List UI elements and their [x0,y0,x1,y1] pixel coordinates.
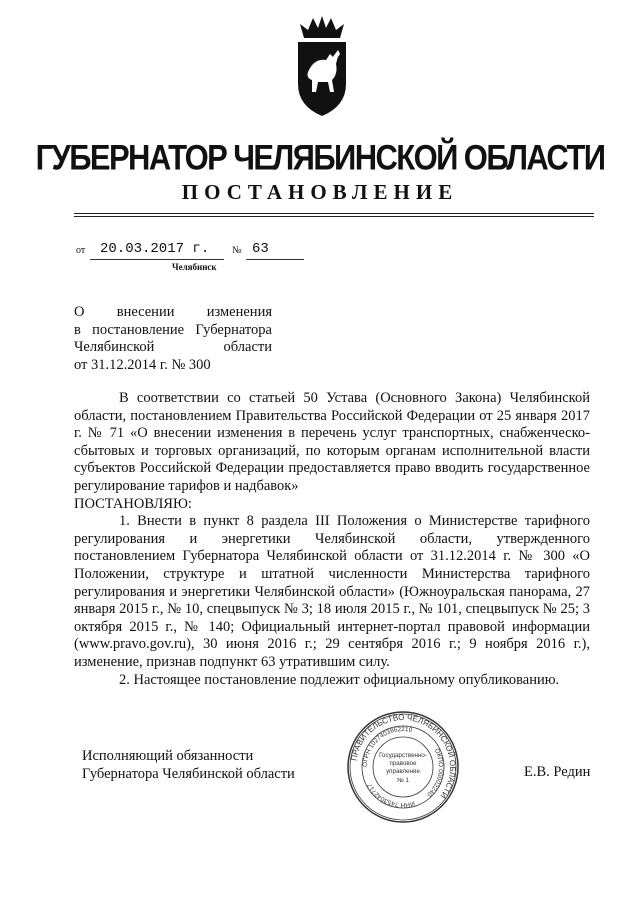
document-subject [74,304,272,374]
seal-center-line: правовое [389,760,417,767]
seal-center-line: Государственно- [379,752,427,759]
signatory-name: Е.В. Редин [524,764,591,780]
subject-line: Челябинской области [74,339,272,355]
seal-outer-text: ПРАВИТЕЛЬСТВО ЧЕЛЯБИНСКОЙ ОБЛАСТИ [349,712,458,800]
header-rule-second [74,216,594,217]
seal-okpo-text: ОКПО 00002240 [425,747,445,798]
city-label: Челябинск [172,262,217,272]
subject-line: в постановление Губернатора [74,321,272,338]
svg-text:ОКПО 00002240 [425,748,444,798]
subject-line: О внесении изменения [74,304,272,320]
coat-of-arms-icon [286,14,358,118]
document-body [74,390,590,689]
signatory-position [82,747,295,783]
date-label: от [76,245,86,256]
number-underline [246,259,304,260]
seal-center-line: управление [386,768,420,775]
document-type: ПОСТАНОВЛЕНИЕ [181,180,459,204]
date-underline [90,259,224,260]
number-value: 63 [252,241,269,257]
item-1-paragraph: 1. Внести в пункт 8 раздела III Положения о Министерстве тарифного регулирования и энергетики Челябинской области, утвержденного постановлением Губернатора Челябинской области от 31.12.2014 г. № 300 «О Положении, структуре и штатной численности Министерства тарифного регулирования и энергетики Челябинской области» (Южноуральская панорама, 27 января 2015 г., № 10, спецвыпуск № 3; 18 июля 2015 г., № 101, спецвыпуск № 25; 3 октября 2015 г., № 140; Официальный интернет-портал правовой информации (www.pravo.gov.ru), 30 июня 2016 г.; 29 сентября 2016 г.; 9 ноября 2016 г.), изменение, признав подпункт 63 утратившим силу. [74,513,590,670]
preamble-paragraph: В соответствии со статьей 50 Устава (Основного Закона) Челябинской области, постановлением Правительства Российской Федерации от 25 января 2017 г. № 71 «О внесении изменения в перечень услуг транспортных, снабженческо-сбытовых и торговых организаций, по которым органам исполнительной власти субъектов Российской Федерации предоставляется право вводить государственное регулирование тарифов и надбавок» [74,390,590,494]
official-seal-stamp [346,710,460,824]
header-rule [74,213,594,214]
signatory-position-line: Исполняющий обязанности [82,748,254,764]
seal-center-line: № 1 [397,777,409,784]
date-value: 20.03.2017 г. [100,241,210,257]
signatory-position-line: Губернатора Челябинской области [82,766,295,782]
item-2-paragraph: 2. Настоящее постановление подлежит официальному опубликованию. [119,671,560,688]
authority-title: ГУБЕРНАТОР ЧЕЛЯБИНСКОЙ ОБЛАСТИ [35,137,605,178]
decree-word: ПОСТАНОВЛЯЮ: [74,495,192,512]
number-label: № [232,245,242,256]
seal-inn-text: ИНН 7453042717 [366,781,416,809]
subject-line: от 31.12.2014 г. № 300 [74,356,211,373]
svg-text:ИНН 7453042717 [366,782,415,808]
seal-ogrn-text: ОГРН 1027403862210 [361,725,413,768]
